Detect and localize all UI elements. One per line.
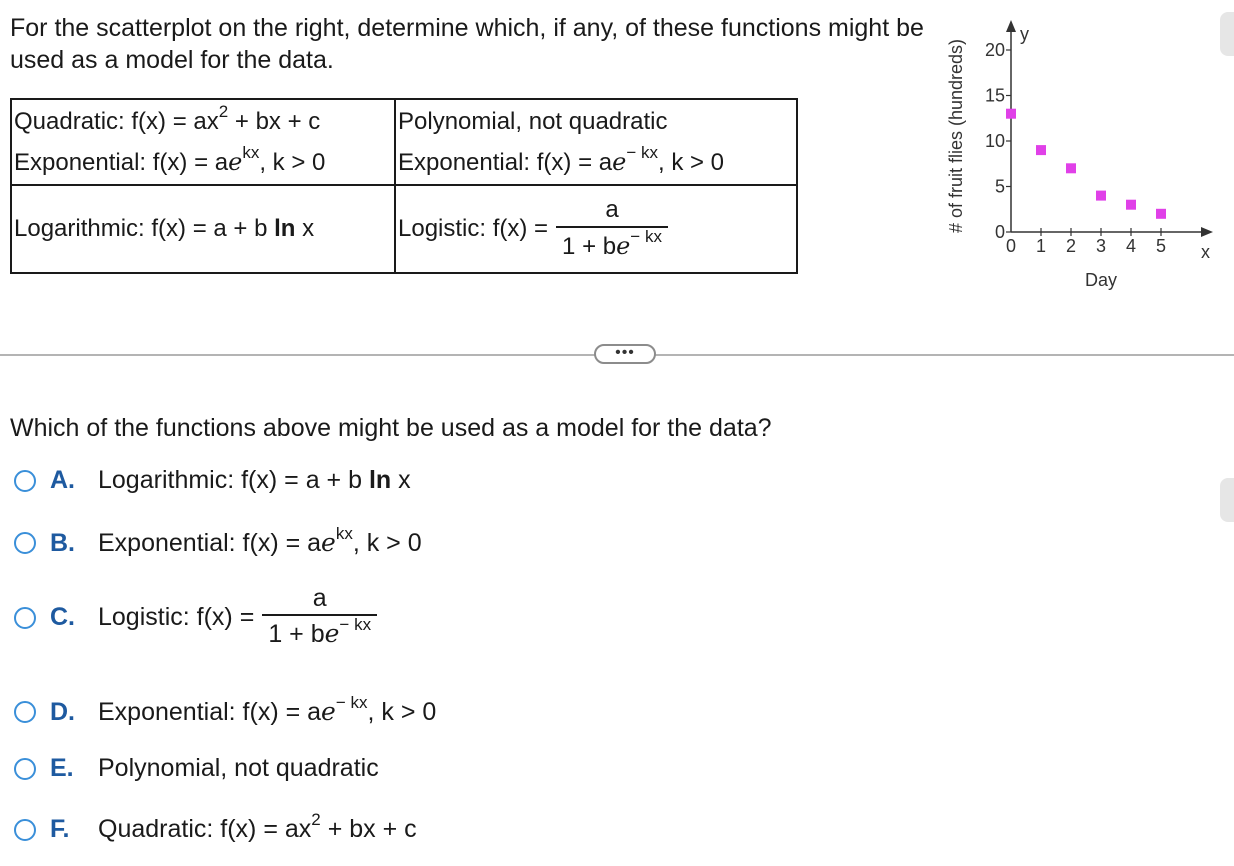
data-point [1126, 200, 1136, 210]
option-b[interactable] [14, 524, 422, 558]
data-point [1036, 145, 1046, 155]
option-label: Logarithmic: f(x) = a + b ln x [98, 466, 411, 494]
x-tick-label: 2 [1065, 236, 1077, 256]
option-f[interactable] [14, 810, 417, 844]
x-axis-letter: x [1201, 242, 1210, 262]
y-axis-letter: y [1020, 24, 1029, 44]
y-tick-label: 10 [984, 131, 1005, 151]
scroll-handle-top[interactable] [1220, 12, 1234, 56]
y-tick-label: 0 [994, 222, 1005, 242]
data-point [1006, 109, 1016, 119]
option-label: Quadratic: $f(x) = ax^2$ + bx + c [98, 810, 417, 843]
cell-log [11, 185, 395, 273]
radio-icon[interactable] [14, 607, 36, 629]
option-e[interactable] [14, 754, 379, 783]
radio-icon[interactable] [14, 470, 36, 492]
y-axis-title: # of fruit flies (hundreds) [946, 38, 966, 234]
option-label: Logistic: f(x) = $\frac{a}{1 + be^{- kx}}$ [98, 586, 377, 649]
quadratic-formula: Quadratic: $f(x) = ax^2$ + bx + c [14, 102, 321, 135]
option-letter: A. [50, 466, 75, 494]
functions-table [10, 98, 798, 274]
option-letter: E. [50, 754, 74, 782]
x-tick-label: 4 [1125, 236, 1137, 256]
x-tick-label: 3 [1095, 236, 1107, 256]
y-tick-label: 5 [994, 176, 1005, 197]
data-point [1066, 163, 1076, 173]
option-a[interactable] [14, 466, 411, 495]
option-c[interactable] [14, 586, 377, 649]
cell-logistic [395, 185, 797, 273]
scroll-handle-bottom[interactable] [1220, 478, 1234, 522]
cell-quad-exp [11, 99, 395, 185]
x-axis-arrow [1201, 227, 1213, 237]
option-label: Polynomial, not quadratic [98, 754, 379, 782]
prompt-text: For the scatterplot on the right, determine which, if any, of these functions might be used as a model for the data. [10, 14, 924, 74]
radio-icon[interactable] [14, 532, 36, 554]
radio-icon[interactable] [14, 819, 36, 841]
x-axis-title: Day [1084, 270, 1118, 290]
option-letter: D. [50, 697, 75, 726]
data-point [1096, 191, 1106, 201]
show-more-button[interactable]: ••• [594, 344, 656, 364]
y-axis-arrow [1006, 20, 1016, 32]
data-points [1006, 109, 1166, 219]
y-tick-label: 20 [984, 40, 1005, 60]
logistic-formula: Logistic: f(x) = $\frac{a}{1 + be^{- kx}}$ [398, 198, 668, 261]
x-tick-label: 0 [1005, 236, 1017, 256]
option-letter: C. [50, 603, 75, 631]
option-d[interactable] [14, 693, 437, 727]
y-ticks [985, 40, 1011, 242]
radio-icon[interactable] [14, 758, 36, 780]
exponential-decay-formula: Exponential: $f(x) = ae^{- kx}$, k > 0 [398, 143, 725, 176]
logarithmic-formula: Logarithmic: f(x) = a + b ln x [14, 215, 315, 242]
question-text: Which of the functions above might be used as a model for the data? [10, 414, 772, 442]
exponential-growth-formula: Exponential: $f(x) = ae^{kx}$, k > 0 [14, 143, 326, 176]
radio-icon[interactable] [14, 701, 36, 723]
option-label: Exponential: $f(x) = ae^{- kx}$, k > 0 [98, 693, 437, 726]
y-tick-label: 15 [984, 85, 1005, 106]
option-letter: F. [50, 815, 70, 843]
polynomial-label: Polynomial, not quadratic [398, 108, 668, 135]
option-letter: B. [50, 528, 75, 557]
cell-poly-expdecay [395, 99, 797, 185]
x-tick-label: 5 [1155, 236, 1167, 256]
x-tick-label: 1 [1035, 236, 1047, 256]
scatterplot [935, 8, 1225, 293]
option-label: Exponential: $f(x) = ae^{kx}$, k > 0 [98, 524, 422, 557]
data-point [1156, 209, 1166, 219]
